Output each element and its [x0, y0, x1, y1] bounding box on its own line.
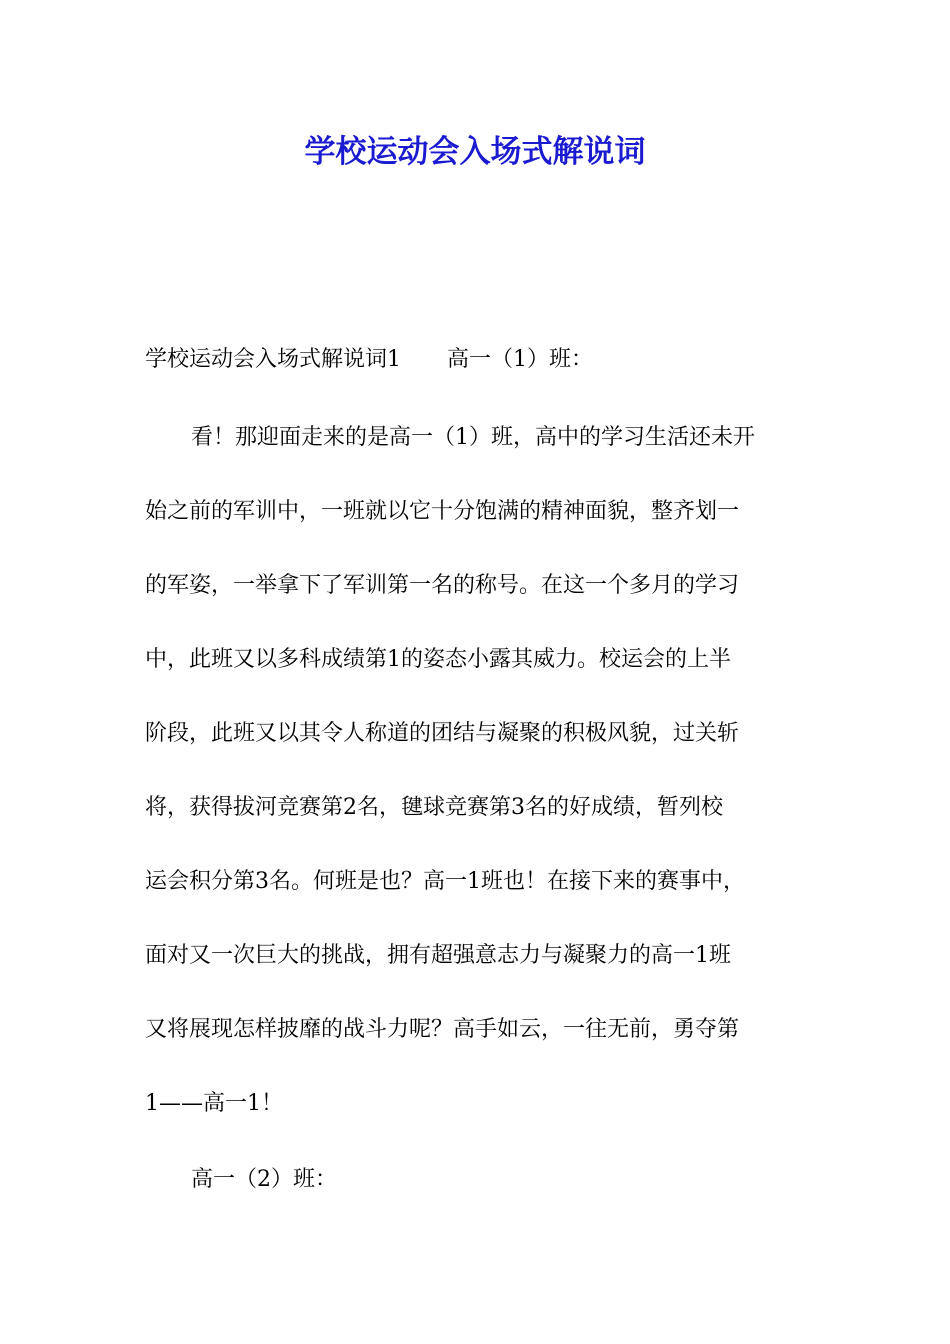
paragraph-line: 面对又一次巨大的挑战，拥有超强意志力与凝聚力的高一1班	[145, 943, 731, 968]
paragraph-line: 始之前的军训中，一班就以它十分饱满的精神面貌，整齐划一	[145, 499, 740, 524]
document-title: 学校运动会入场式解说词	[304, 134, 646, 170]
paragraph-line: 中，此班又以多科成绩第1的姿态小露其威力。校运会的上半	[145, 647, 731, 672]
paragraph-line: 又将展现怎样披靡的战斗力呢？高手如云，一往无前，勇夺第	[145, 1017, 740, 1042]
paragraph-line: 1——高一1！	[145, 1091, 283, 1116]
paragraph-line: 看！那迎面走来的是高一（1）班，高中的学习生活还未开	[191, 425, 755, 450]
section-heading: 学校运动会入场式解说词1	[145, 347, 401, 372]
section-heading-line	[145, 342, 815, 378]
class-1-label: 高一（1）班：	[447, 347, 593, 372]
class-1-paragraph	[145, 420, 815, 1160]
paragraph-line: 运会积分第3名。何班是也？高一1班也！在接下来的赛事中，	[145, 869, 745, 894]
paragraph-line: 阶段，此班又以其令人称道的团结与凝聚的积极风貌，过关斩	[145, 721, 740, 746]
paragraph-line: 的军姿，一举拿下了军训第一名的称号。在这一个多月的学习	[145, 573, 740, 598]
paragraph-line: 将，获得拔河竞赛第2名，毽球竞赛第3名的好成绩，暂列校	[145, 795, 723, 820]
class-2-label: 高一（2）班：	[191, 1167, 337, 1192]
